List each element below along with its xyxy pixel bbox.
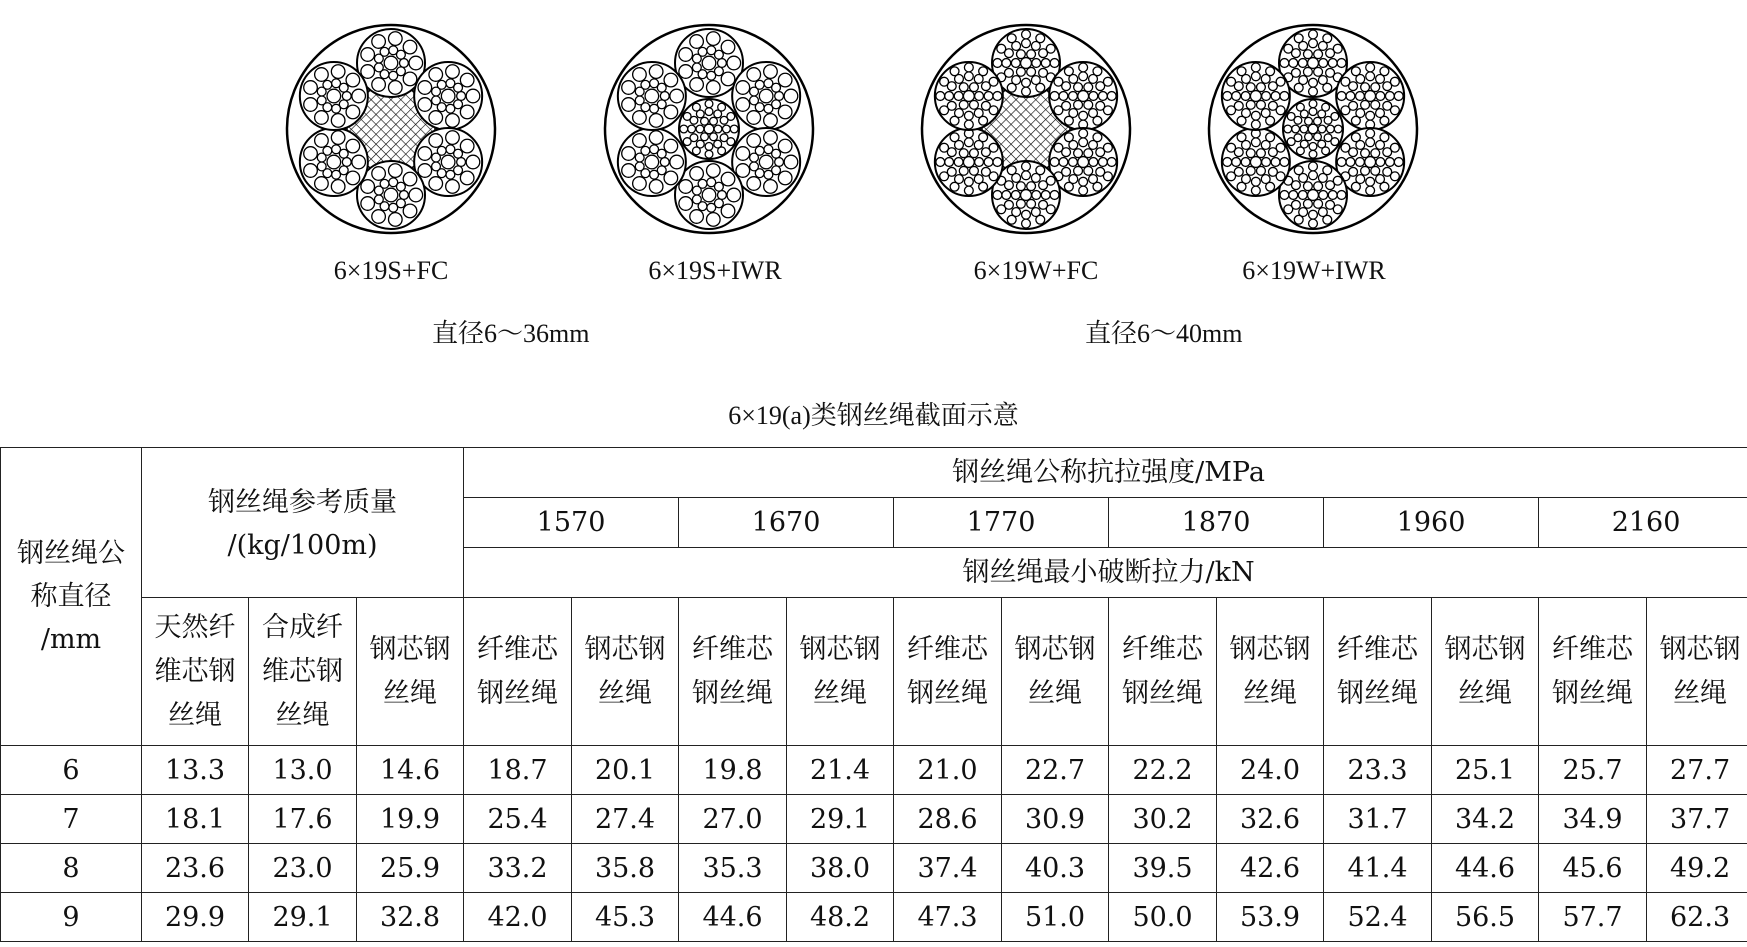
figure-caption: 6×19(a)类钢丝绳截面示意 xyxy=(728,401,1019,430)
subheader-fiber-core: 纤维芯 钢丝绳 xyxy=(894,598,1002,746)
table-cell: 56.5 xyxy=(1432,893,1539,942)
table-cell: 19.9 xyxy=(357,795,464,844)
rope-section-6x19w-iwr xyxy=(1204,20,1422,238)
table-cell: 24.0 xyxy=(1217,746,1324,795)
row-diameter: 8 xyxy=(1,844,142,893)
table-row xyxy=(1,746,1747,795)
table-cell: 44.6 xyxy=(1432,844,1539,893)
table-row xyxy=(1,893,1747,942)
rope-section-6x19s-iwr xyxy=(600,20,818,238)
rope-spec-table xyxy=(0,447,1747,942)
rope-label: 6×19W+FC xyxy=(973,256,1099,285)
header-nominal-diameter: 钢丝绳公 称直径 /mm xyxy=(1,448,142,746)
table-row xyxy=(1,795,1747,844)
table-cell: 40.3 xyxy=(1002,844,1109,893)
table-cell: 29.1 xyxy=(249,893,357,942)
table-cell: 34.2 xyxy=(1432,795,1539,844)
table-cell: 53.9 xyxy=(1217,893,1324,942)
table-cell: 37.7 xyxy=(1647,795,1747,844)
table-cell: 25.4 xyxy=(464,795,572,844)
table-cell: 62.3 xyxy=(1647,893,1747,942)
table-cell: 13.0 xyxy=(249,746,357,795)
table-cell: 20.1 xyxy=(572,746,679,795)
header-grade: 1570 xyxy=(464,498,679,548)
rope-section-6x19s-fc xyxy=(282,20,500,238)
table-cell: 23.6 xyxy=(142,844,249,893)
header-tensile-strength: 钢丝绳公称抗拉强度/MPa xyxy=(464,448,1747,498)
subheader-fiber-core: 纤维芯 钢丝绳 xyxy=(1109,598,1217,746)
header-reference-mass: 钢丝绳参考质量 /(kg/100m) xyxy=(142,448,464,598)
outer-strand xyxy=(1049,62,1117,130)
row-diameter: 7 xyxy=(1,795,142,844)
table-cell: 35.8 xyxy=(572,844,679,893)
header-grade: 1870 xyxy=(1109,498,1324,548)
rope-label: 6×19S+IWR xyxy=(648,256,782,285)
table-cell: 22.2 xyxy=(1109,746,1217,795)
outer-strand xyxy=(618,128,686,196)
table-cell: 30.9 xyxy=(1002,795,1109,844)
subheader-natural-fiber-core: 天然纤 维芯钢 丝绳 xyxy=(142,598,249,746)
core-strand xyxy=(679,99,739,159)
table-cell: 25.7 xyxy=(1539,746,1647,795)
table-cell: 21.0 xyxy=(894,746,1002,795)
table-cell: 42.6 xyxy=(1217,844,1324,893)
outer-strand xyxy=(732,62,800,130)
outer-strand xyxy=(935,128,1003,196)
table-cell: 13.3 xyxy=(142,746,249,795)
subheader-fiber-core: 纤维芯 钢丝绳 xyxy=(464,598,572,746)
diameter-range-w: 直径6～40mm xyxy=(1085,319,1243,348)
table-cell: 29.9 xyxy=(142,893,249,942)
table-cell: 31.7 xyxy=(1324,795,1432,844)
core-strand xyxy=(1283,99,1343,159)
outer-strand xyxy=(300,62,368,130)
table-cell: 48.2 xyxy=(787,893,894,942)
subheader-fiber-core: 纤维芯 钢丝绳 xyxy=(1324,598,1432,746)
table-cell: 25.9 xyxy=(357,844,464,893)
outer-strand xyxy=(300,128,368,196)
table-cell: 34.9 xyxy=(1539,795,1647,844)
table-cell: 42.0 xyxy=(464,893,572,942)
outer-strand xyxy=(618,62,686,130)
table-cell: 19.8 xyxy=(679,746,787,795)
table-cell: 57.7 xyxy=(1539,893,1647,942)
table-cell: 14.6 xyxy=(357,746,464,795)
steel-core xyxy=(1283,99,1343,159)
subheader-steel-core: 钢芯钢 丝绳 xyxy=(1647,598,1747,746)
subheader-steel-core: 钢芯钢 丝绳 xyxy=(572,598,679,746)
table-cell: 47.3 xyxy=(894,893,1002,942)
rope-section-6x19w-fc xyxy=(917,20,1135,238)
table-cell: 32.6 xyxy=(1217,795,1324,844)
header-grade: 1670 xyxy=(679,498,894,548)
header-grade: 1770 xyxy=(894,498,1109,548)
outer-strand xyxy=(935,62,1003,130)
table-cell: 27.4 xyxy=(572,795,679,844)
table-row xyxy=(1,844,1747,893)
outer-strand xyxy=(1222,128,1290,196)
table-cell: 32.8 xyxy=(357,893,464,942)
subheader-steel-core: 钢芯钢 丝绳 xyxy=(1217,598,1324,746)
table-cell: 44.6 xyxy=(679,893,787,942)
table-cell: 27.7 xyxy=(1647,746,1747,795)
subheader-steel-core-mass: 钢芯钢 丝绳 xyxy=(357,598,464,746)
subheader-synthetic-fiber-core: 合成纤 维芯钢 丝绳 xyxy=(249,598,357,746)
outer-strand xyxy=(414,62,482,130)
table-cell: 33.2 xyxy=(464,844,572,893)
subheader-fiber-core: 纤维芯 钢丝绳 xyxy=(1539,598,1647,746)
table-cell: 52.4 xyxy=(1324,893,1432,942)
row-diameter: 6 xyxy=(1,746,142,795)
table-cell: 50.0 xyxy=(1109,893,1217,942)
table-cell: 41.4 xyxy=(1324,844,1432,893)
table-cell: 27.0 xyxy=(679,795,787,844)
subheader-steel-core: 钢芯钢 丝绳 xyxy=(787,598,894,746)
table-cell: 35.3 xyxy=(679,844,787,893)
table-cell: 38.0 xyxy=(787,844,894,893)
subheader-fiber-core: 纤维芯 钢丝绳 xyxy=(679,598,787,746)
steel-core xyxy=(679,99,739,159)
table-cell: 49.2 xyxy=(1647,844,1747,893)
table-cell: 23.0 xyxy=(249,844,357,893)
outer-strand xyxy=(1336,62,1404,130)
table-cell: 25.1 xyxy=(1432,746,1539,795)
row-diameter: 9 xyxy=(1,893,142,942)
table-cell: 21.4 xyxy=(787,746,894,795)
header-grade: 2160 xyxy=(1539,498,1747,548)
header-min-breaking-force: 钢丝绳最小破断拉力/kN xyxy=(464,548,1747,598)
table-cell: 17.6 xyxy=(249,795,357,844)
table-cell: 28.6 xyxy=(894,795,1002,844)
table-cell: 39.5 xyxy=(1109,844,1217,893)
table-cell: 18.7 xyxy=(464,746,572,795)
table-cell: 18.1 xyxy=(142,795,249,844)
table-cell: 29.1 xyxy=(787,795,894,844)
outer-strand xyxy=(1222,62,1290,130)
table-cell: 22.7 xyxy=(1002,746,1109,795)
table-cell: 45.3 xyxy=(572,893,679,942)
table-cell: 37.4 xyxy=(894,844,1002,893)
rope-label: 6×19S+FC xyxy=(333,256,449,285)
diameter-range-s: 直径6～36mm xyxy=(432,319,590,348)
table-cell: 23.3 xyxy=(1324,746,1432,795)
table-cell: 30.2 xyxy=(1109,795,1217,844)
rope-label: 6×19W+IWR xyxy=(1242,256,1386,285)
subheader-steel-core: 钢芯钢 丝绳 xyxy=(1002,598,1109,746)
table-cell: 51.0 xyxy=(1002,893,1109,942)
table-cell: 45.6 xyxy=(1539,844,1647,893)
header-grade: 1960 xyxy=(1324,498,1539,548)
subheader-steel-core: 钢芯钢 丝绳 xyxy=(1432,598,1539,746)
